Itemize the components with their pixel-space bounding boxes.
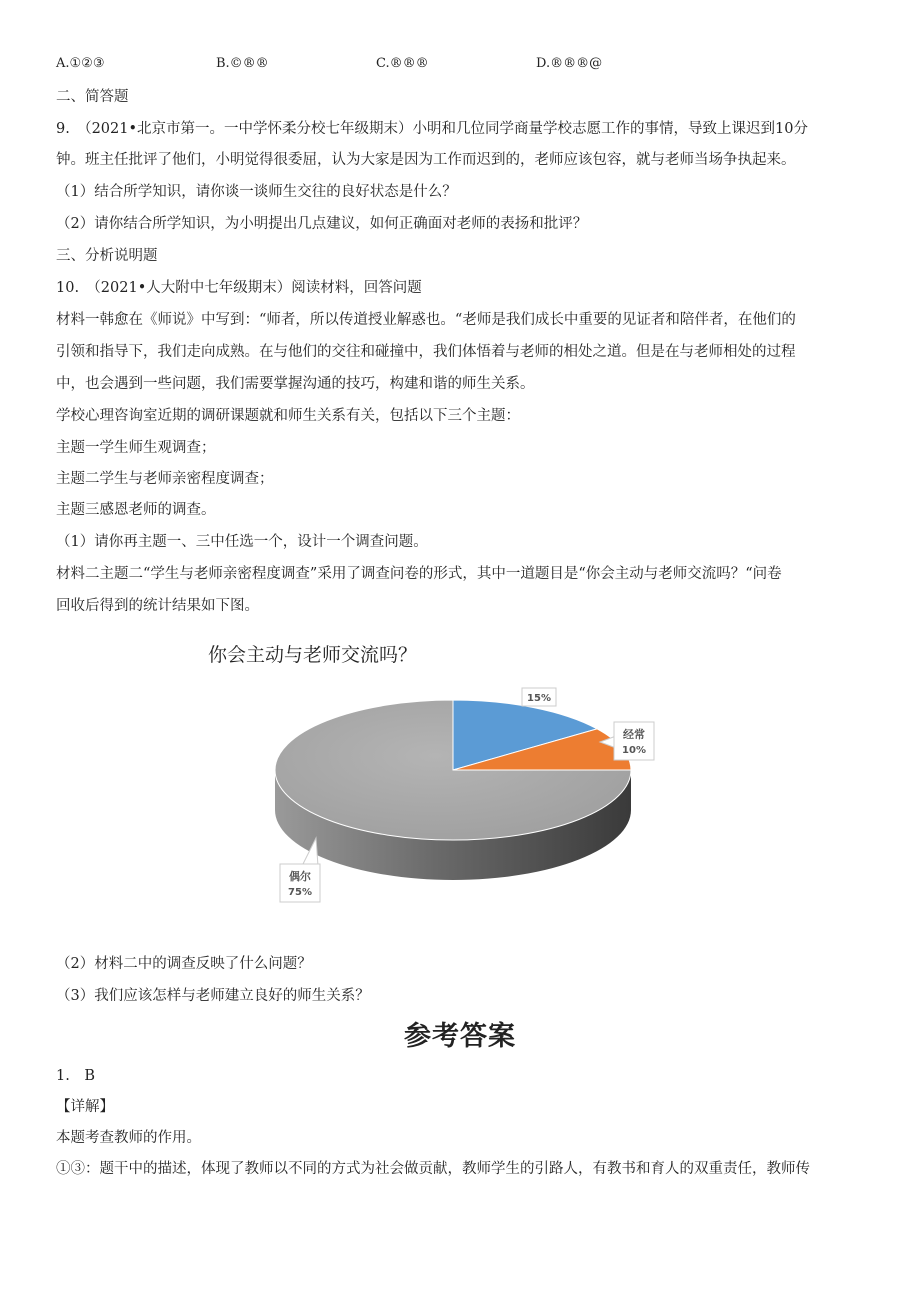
- q10-survey-intro: 学校心理咨询室近期的调研课题就和师生关系有关，包括以下三个主题：: [56, 408, 520, 424]
- option-c: C.®®®: [376, 56, 429, 71]
- q10-material1-line3: 中，也会遇到一些问题，我们需要掌握沟通的技巧，构建和谐的师生关系。: [56, 376, 535, 392]
- q10-material2-line2: 回收后得到的统计结果如下图。: [56, 598, 259, 614]
- q9-sub1: （1）结合所学知识，请你谈一谈师生交往的良好状态是什么？: [56, 184, 457, 200]
- callout-sometimes: [280, 838, 320, 902]
- callout-15: [522, 688, 556, 706]
- answer-1: 1. B: [56, 1068, 95, 1084]
- section-heading-analysis: 三、分析说明题: [56, 248, 158, 264]
- q9-text-line2: 钟。班主任批评了他们，小明觉得很委屈，认为大家是因为工作而迟到的，老师应该包容，就与老师当场争执起来。: [56, 152, 796, 168]
- q10-sub3: （3）我们应该怎样与老师建立良好的师生关系？: [56, 988, 370, 1004]
- label-15-percent: 15%: [527, 693, 551, 704]
- label-often: 经常: [623, 728, 645, 741]
- label-75-percent: 75%: [288, 887, 312, 898]
- q10-topic1: 主题一学生师生观调查；: [56, 440, 216, 456]
- option-b: B.©®®: [216, 56, 269, 71]
- answer-title: 参考答案: [404, 1021, 516, 1052]
- answer-line2: ①③：题干中的描述，体现了教师以不同的方式为社会做贡献，教师学生的引路人，有教书和育人的双重责任，教师传: [56, 1161, 810, 1177]
- q9-text-line1: 9. （2021•北京市第一。一中学怀柔分校七年级期末）小明和几位同学商量学校志愿工作的事情，导致上课迟到10分: [56, 121, 808, 137]
- q10-sub2: （2）材料二中的调查反映了什么问题？: [56, 956, 312, 972]
- section-heading-short-answer: 二、简答题: [56, 89, 129, 105]
- q10-material2-line1: 材料二主题二“学生与老师亲密程度调查”采用了调查问卷的形式，其中一道题目是“你会主动与老师交流吗？“问卷: [56, 566, 782, 582]
- label-10-percent: 10%: [622, 745, 646, 756]
- chart-title: 你会主动与老师交流吗？: [208, 644, 418, 666]
- pie-chart: [0, 670, 920, 970]
- label-sometimes: 偶尔: [289, 870, 311, 883]
- answer-detail-label: 【详解】: [56, 1099, 114, 1115]
- q10-material1-line1: 材料一韩愈在《师说》中写到：“师者，所以传道授业解惑也。“老师是我们成长中重要的见证者和陪伴者，在他们的: [56, 312, 796, 328]
- q10-topic2: 主题二学生与老师亲密程度调查；: [56, 471, 274, 487]
- q9-sub2: （2）请你结合所学知识，为小明提出几点建议，如何正确面对老师的表扬和批评？: [56, 216, 588, 232]
- q10-material1-line2: 引领和指导下，我们走向成熟。在与他们的交往和碰撞中，我们体悟着与老师的相处之道。但是在与老师相处的过程: [56, 344, 796, 360]
- q10-sub1: （1）请你再主题一、三中任选一个，设计一个调查问题。: [56, 534, 428, 550]
- option-d: D.®®®@: [536, 56, 603, 71]
- option-a: A.①②③: [56, 56, 105, 71]
- q10-head: 10. （2021•人大附中七年级期末）阅读材料，回答问题: [56, 280, 422, 296]
- answer-line1: 本题考查教师的作用。: [56, 1130, 201, 1146]
- q10-topic3: 主题三感恩老师的调查。: [56, 502, 216, 518]
